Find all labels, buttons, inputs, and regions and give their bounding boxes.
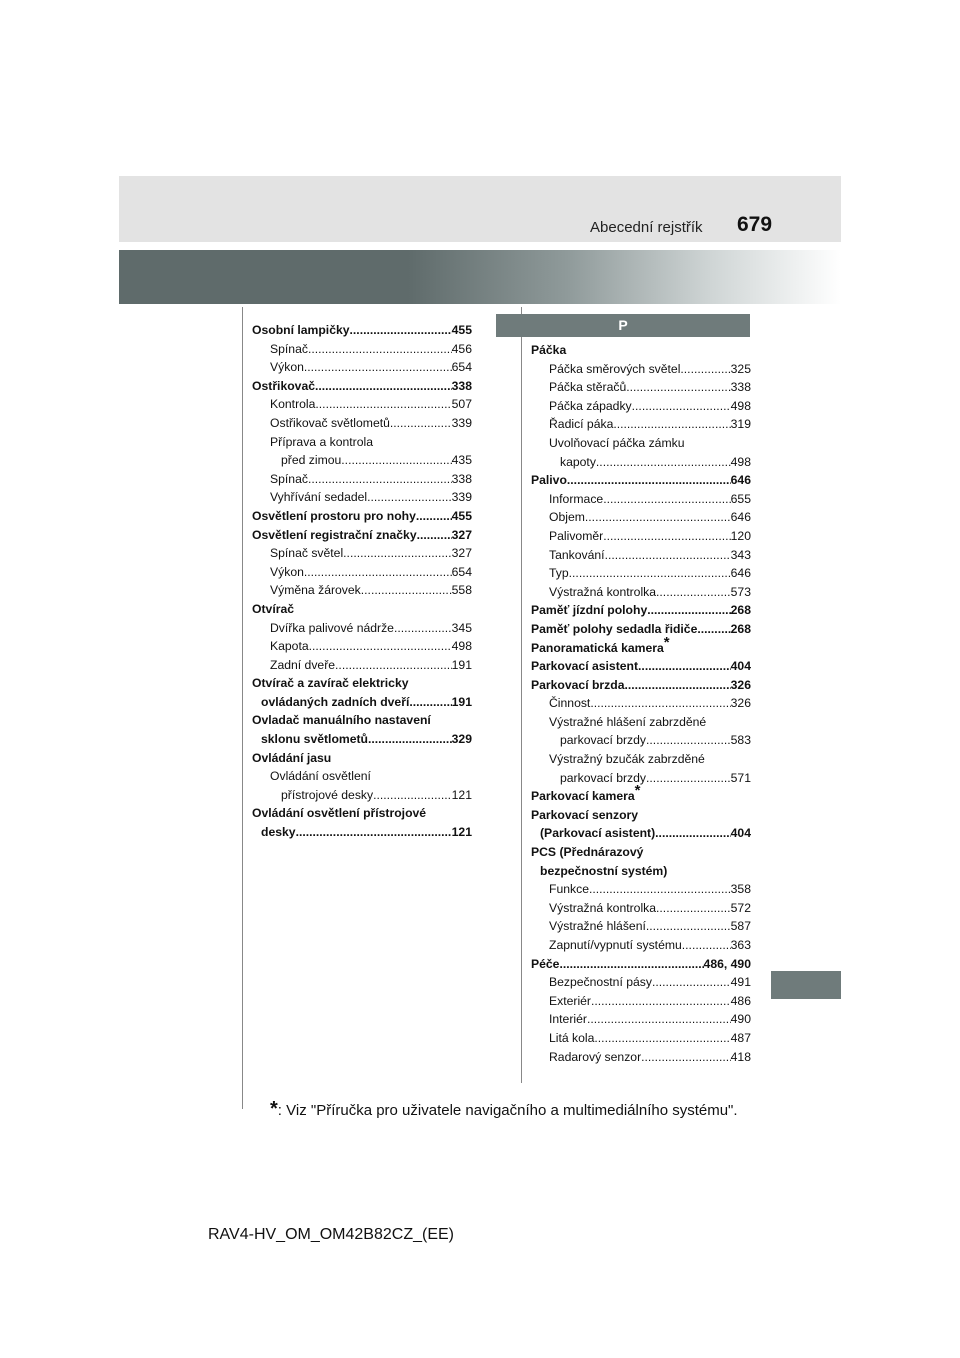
index-entry bbox=[531, 601, 751, 620]
index-entry-term: Zadní dveře bbox=[270, 657, 336, 672]
dot-leader bbox=[309, 637, 452, 656]
index-entry bbox=[252, 358, 472, 377]
index-entry bbox=[531, 992, 751, 1011]
index-entry-term: Ostřikovač světlometů bbox=[270, 415, 390, 430]
index-entry-term: Dvířka palivové nádrže bbox=[270, 620, 394, 635]
index-entry-term: Páčka bbox=[531, 343, 567, 357]
index-entry bbox=[531, 713, 751, 732]
dot-leader bbox=[647, 601, 730, 620]
index-entry bbox=[252, 451, 472, 470]
dot-leader bbox=[296, 823, 452, 842]
index-entry-page[interactable]: 486 bbox=[730, 993, 751, 1008]
index-entry bbox=[252, 693, 472, 712]
index-entry-term: Osobní lampičky bbox=[252, 323, 350, 337]
index-entry-term: Ostřikovač bbox=[252, 378, 316, 393]
page-number: 679 bbox=[737, 213, 773, 236]
dot-leader bbox=[624, 676, 730, 695]
dot-leader bbox=[343, 544, 451, 563]
dot-leader bbox=[641, 1048, 731, 1067]
index-entry-page[interactable]: 655 bbox=[730, 491, 751, 506]
column-divider-left bbox=[242, 307, 243, 1109]
index-entry bbox=[531, 806, 751, 825]
index-entry bbox=[531, 824, 751, 843]
index-entry-term: Výstražné hlášení bbox=[549, 919, 646, 934]
dot-leader bbox=[315, 377, 452, 396]
index-entry-term: Výstražný bzučák zabrzděné bbox=[549, 752, 705, 767]
index-entry-term: (Parkovací asistent) bbox=[540, 826, 656, 841]
index-entry bbox=[252, 637, 472, 656]
index-entry-term: Paměť polohy sedadla řidiče bbox=[531, 621, 698, 636]
index-entry bbox=[531, 471, 751, 490]
index-entry-term: Výkon bbox=[270, 360, 304, 375]
letter-heading: P bbox=[618, 317, 628, 333]
index-entry-term: Spínač bbox=[270, 471, 308, 486]
index-entry-term: Kapota bbox=[270, 639, 309, 654]
index-entry bbox=[252, 488, 472, 507]
index-entry-term: Otvírač bbox=[252, 601, 295, 616]
index-entry-page[interactable]: 490 bbox=[730, 1012, 751, 1027]
index-entry bbox=[531, 731, 751, 750]
index-entry-page[interactable]: 587 bbox=[730, 919, 751, 934]
dot-leader bbox=[591, 992, 731, 1011]
index-entry-page[interactable]: 456 bbox=[451, 341, 472, 356]
index-entry-page[interactable]: 319 bbox=[730, 417, 751, 432]
dot-leader bbox=[655, 824, 730, 843]
index-entry-page[interactable]: 329 bbox=[451, 732, 472, 747]
index-entry bbox=[252, 395, 472, 414]
index-entry-term: Ovládání osvětlení bbox=[270, 769, 371, 784]
index-entry bbox=[531, 620, 751, 639]
index-entry bbox=[531, 657, 751, 676]
index-entry bbox=[252, 377, 472, 396]
footnote-marker: * bbox=[270, 1098, 278, 1120]
index-entry bbox=[252, 823, 472, 842]
index-entry-term: Interiér bbox=[549, 1012, 587, 1027]
index-entry-term: Výstražná kontrolka bbox=[549, 900, 657, 915]
index-entry-page[interactable]: 654 bbox=[451, 564, 472, 579]
index-entry bbox=[531, 508, 751, 527]
index-entry bbox=[252, 563, 472, 582]
index-entry-page[interactable]: 325 bbox=[730, 361, 751, 376]
dot-leader bbox=[361, 581, 452, 600]
index-entry-term: Litá kola bbox=[549, 1030, 595, 1045]
dot-leader bbox=[682, 936, 731, 955]
footnote-reference-marker: * bbox=[634, 782, 641, 800]
dot-leader bbox=[304, 358, 452, 377]
index-entry-page[interactable]: 498 bbox=[451, 639, 472, 654]
dot-leader bbox=[390, 414, 452, 433]
index-entry-term: PCS (Přednárazový bbox=[531, 845, 644, 860]
dot-leader bbox=[585, 508, 731, 527]
index-entry-page[interactable]: 345 bbox=[451, 620, 472, 635]
index-entry bbox=[531, 564, 751, 583]
index-entry-page[interactable]: 507 bbox=[451, 397, 472, 412]
index-entry-term: parkovací brzdy bbox=[560, 770, 647, 785]
index-entry bbox=[252, 433, 472, 452]
index-entry-page[interactable]: 339 bbox=[451, 490, 472, 505]
index-entry-term: Ovládání jasu bbox=[252, 750, 332, 765]
index-entry-term: Parkovací asistent bbox=[531, 659, 639, 674]
dot-leader bbox=[594, 1029, 730, 1048]
index-entry-term: ovládaných zadních dveří bbox=[261, 694, 410, 709]
index-entry bbox=[531, 527, 751, 546]
index-entry bbox=[531, 750, 751, 769]
index-entry-page[interactable]: 418 bbox=[730, 1049, 751, 1064]
footnote-reference-marker: * bbox=[663, 633, 670, 651]
index-entry bbox=[531, 1029, 751, 1048]
index-entry-page[interactable]: 338 bbox=[730, 380, 751, 395]
index-entry-term: Informace bbox=[549, 491, 604, 506]
index-entry bbox=[531, 880, 751, 899]
dot-leader bbox=[304, 563, 452, 582]
index-entry-page[interactable]: 358 bbox=[730, 882, 751, 897]
index-entry bbox=[531, 1048, 751, 1067]
index-entry-term: Radarový senzor bbox=[549, 1049, 642, 1064]
index-entry-page[interactable]: 498 bbox=[730, 398, 751, 413]
index-entry bbox=[252, 340, 472, 359]
index-entry-page[interactable]: 455 bbox=[451, 323, 472, 337]
index-entry-term: Příprava a kontrola bbox=[270, 434, 373, 449]
index-entry-term: Palivo bbox=[531, 473, 567, 488]
index-entry-term: Výstražná kontrolka bbox=[549, 584, 657, 599]
index-entry bbox=[252, 674, 472, 693]
dot-leader bbox=[569, 564, 731, 583]
index-entry bbox=[252, 749, 472, 768]
index-entry bbox=[531, 397, 751, 416]
index-entry-term: Péče bbox=[531, 956, 560, 971]
dot-leader bbox=[697, 620, 730, 639]
dot-leader bbox=[315, 395, 451, 414]
index-entry-term: Páčka směrových světel bbox=[549, 361, 681, 376]
index-entry-term: Parkovací kamera bbox=[531, 789, 635, 804]
dot-leader bbox=[603, 527, 730, 546]
index-entry-page[interactable]: 571 bbox=[730, 770, 751, 785]
index-entry-term: Objem bbox=[549, 510, 585, 525]
index-entry-page[interactable]: 491 bbox=[730, 975, 751, 990]
index-entry-page[interactable]: 654 bbox=[451, 360, 472, 375]
index-entry-term: Páčka západky bbox=[549, 398, 632, 413]
dot-leader bbox=[350, 321, 452, 340]
index-entry-term: Uvolňovací páčka zámku bbox=[549, 435, 685, 450]
index-column-left bbox=[252, 321, 472, 842]
index-entry-page[interactable]: 268 bbox=[730, 603, 751, 618]
index-entry-page[interactable]: 404 bbox=[730, 659, 751, 674]
index-entry-term: Ovládání osvětlení přístrojové bbox=[252, 806, 427, 821]
dot-leader bbox=[368, 730, 452, 749]
index-entry bbox=[252, 544, 472, 563]
dot-leader bbox=[680, 360, 730, 379]
dot-leader bbox=[308, 470, 452, 489]
dot-leader bbox=[646, 917, 731, 936]
index-entry-term: Výstražné hlášení zabrzděné bbox=[549, 714, 707, 729]
index-entry bbox=[252, 526, 472, 545]
index-entry-term: Činnost bbox=[549, 696, 591, 711]
index-entry bbox=[531, 936, 751, 955]
dot-leader bbox=[632, 397, 731, 416]
index-entry-page[interactable]: 191 bbox=[451, 657, 472, 672]
index-entry bbox=[531, 378, 751, 397]
dot-leader bbox=[559, 955, 703, 974]
index-entry-term: bezpečnostní systém) bbox=[540, 863, 668, 878]
index-entry-page[interactable]: 646 bbox=[730, 510, 751, 525]
index-entry bbox=[252, 656, 472, 675]
index-entry-term: Výkon bbox=[270, 564, 304, 579]
dot-leader bbox=[589, 880, 731, 899]
index-entry-page[interactable]: 121 bbox=[451, 787, 472, 802]
index-entry-term: Palivoměr bbox=[549, 528, 604, 543]
index-column-right bbox=[531, 341, 751, 1066]
header-band bbox=[119, 176, 841, 242]
index-entry bbox=[531, 490, 751, 509]
index-entry-term: Spínač světel bbox=[270, 546, 344, 561]
index-entry bbox=[252, 711, 472, 730]
index-entry-term: Panoramatická kamera bbox=[531, 640, 664, 655]
dot-leader bbox=[567, 471, 731, 490]
dot-leader bbox=[373, 786, 452, 805]
index-entry bbox=[531, 633, 751, 658]
index-entry-term: Paměť jízdní polohy bbox=[531, 603, 648, 618]
index-entry-term: Vyhřívání sedadel bbox=[270, 490, 368, 505]
dot-leader bbox=[626, 378, 730, 397]
index-entry-term: Parkovací senzory bbox=[531, 807, 639, 822]
dot-leader bbox=[603, 490, 730, 509]
chapter-side-tab[interactable] bbox=[771, 971, 841, 999]
index-entry-term: Typ bbox=[549, 566, 569, 581]
index-entry-term: Zapnutí/vypnutí systému bbox=[549, 938, 682, 952]
gradient-banner bbox=[119, 250, 841, 304]
index-entry-term: Ovladač manuálního nastavení bbox=[252, 713, 431, 728]
index-entry-term: Osvětlení registrační značky bbox=[252, 527, 417, 542]
index-entry bbox=[531, 955, 751, 974]
index-entry-page[interactable]: 327 bbox=[451, 527, 472, 542]
column-divider-middle bbox=[521, 307, 522, 1083]
index-entry bbox=[252, 730, 472, 749]
dot-leader bbox=[656, 899, 731, 918]
index-entry bbox=[252, 804, 472, 823]
index-entry bbox=[252, 470, 472, 489]
index-entry-page[interactable]: 363 bbox=[730, 938, 751, 952]
dot-leader bbox=[652, 973, 731, 992]
index-entry-term: Bezpečnostní pásy bbox=[549, 975, 652, 990]
footnote-text: : Viz "Příručka pro uživatele navigačního a multimediálního systému". bbox=[277, 1102, 738, 1119]
index-entry-term: Osvětlení prostoru pro nohy bbox=[252, 508, 416, 523]
index-entry-term: Otvírač a zavírač elektricky bbox=[252, 676, 409, 691]
dot-leader bbox=[613, 415, 730, 434]
index-entry-term: před zimou bbox=[281, 453, 342, 468]
index-entry-term: desky bbox=[261, 825, 296, 840]
index-entry-term: Řadicí páka bbox=[549, 417, 614, 432]
index-entry-page[interactable]: 572 bbox=[730, 900, 751, 915]
index-entry-page[interactable]: 343 bbox=[730, 547, 751, 562]
index-entry bbox=[531, 843, 751, 862]
index-entry bbox=[252, 600, 472, 619]
index-entry-page[interactable]: 327 bbox=[451, 546, 472, 561]
index-entry-page[interactable]: 121 bbox=[451, 825, 472, 840]
index-entry-term: přístrojové desky bbox=[281, 787, 374, 802]
index-entry bbox=[252, 786, 472, 805]
index-entry bbox=[531, 694, 751, 713]
index-entry-page[interactable]: 338 bbox=[451, 378, 472, 393]
dot-leader bbox=[417, 526, 452, 545]
index-entry bbox=[252, 414, 472, 433]
index-entry-term: Exteriér bbox=[549, 993, 591, 1008]
index-entry-page[interactable]: 487 bbox=[730, 1030, 751, 1045]
index-entry bbox=[531, 434, 751, 453]
dot-leader bbox=[596, 453, 731, 472]
index-entry bbox=[531, 782, 751, 806]
index-entry-page[interactable]: 339 bbox=[451, 415, 472, 430]
index-entry bbox=[531, 899, 751, 918]
index-entry bbox=[531, 415, 751, 434]
dot-leader bbox=[308, 340, 452, 359]
index-entry-page[interactable]: 486, 490 bbox=[703, 956, 751, 971]
dot-leader bbox=[335, 656, 452, 675]
index-entry-page[interactable]: 338 bbox=[451, 471, 472, 486]
section-title: Abecední rejstřík bbox=[590, 219, 703, 236]
index-entry-term: Tankování bbox=[549, 547, 605, 562]
index-entry-page[interactable]: 326 bbox=[730, 677, 751, 692]
dot-leader bbox=[409, 693, 451, 712]
index-entry-page[interactable]: 558 bbox=[451, 583, 472, 598]
dot-leader bbox=[367, 488, 452, 507]
index-entry bbox=[531, 676, 751, 695]
index-entry-page[interactable]: 646 bbox=[730, 473, 751, 488]
index-entry bbox=[252, 619, 472, 638]
index-entry-term: kapoty bbox=[560, 454, 596, 469]
index-entry-term: sklonu světlometů bbox=[261, 732, 369, 747]
index-entry-page[interactable]: 404 bbox=[730, 826, 751, 841]
dot-leader bbox=[590, 694, 730, 713]
index-entry bbox=[531, 546, 751, 565]
dot-leader bbox=[587, 1010, 731, 1029]
index-entry-page[interactable]: 435 bbox=[451, 453, 472, 468]
dot-leader bbox=[416, 507, 452, 526]
index-entry bbox=[252, 767, 472, 786]
index-entry-page[interactable]: 268 bbox=[730, 621, 751, 636]
index-entry-page[interactable]: 573 bbox=[730, 584, 751, 599]
index-entry bbox=[252, 321, 472, 340]
index-entry bbox=[252, 507, 472, 526]
dot-leader bbox=[605, 546, 731, 565]
dot-leader bbox=[656, 583, 731, 602]
index-entry-term: Funkce bbox=[549, 882, 589, 897]
index-entry bbox=[531, 341, 751, 360]
index-entry-page[interactable]: 120 bbox=[730, 528, 751, 543]
dot-leader bbox=[638, 657, 731, 676]
index-entry-term: Páčka stěračů bbox=[549, 380, 627, 395]
dot-leader bbox=[341, 451, 451, 470]
index-entry-page[interactable]: 583 bbox=[730, 733, 751, 748]
index-entry bbox=[531, 917, 751, 936]
dot-leader bbox=[646, 731, 731, 750]
dot-leader bbox=[394, 619, 452, 638]
index-entry bbox=[531, 583, 751, 602]
dot-leader bbox=[646, 769, 731, 788]
index-entry bbox=[531, 453, 751, 472]
index-entry-page[interactable]: 191 bbox=[451, 694, 472, 709]
index-entry-page[interactable]: 498 bbox=[730, 454, 751, 469]
letter-heading-band bbox=[496, 314, 750, 337]
index-entry bbox=[531, 1010, 751, 1029]
index-entry bbox=[531, 360, 751, 379]
index-entry-term: Parkovací brzda bbox=[531, 677, 625, 692]
index-entry bbox=[252, 581, 472, 600]
model-code: RAV4-HV_OM_OM42B82CZ_(EE) bbox=[208, 1226, 454, 1243]
index-entry-page[interactable]: 646 bbox=[730, 566, 751, 581]
index-entry-term: Spínač bbox=[270, 341, 308, 356]
index-entry-term: parkovací brzdy bbox=[560, 733, 647, 748]
index-entry-page[interactable]: 455 bbox=[451, 508, 472, 523]
index-entry-term: Výměna žárovek bbox=[270, 583, 361, 598]
index-entry bbox=[531, 973, 751, 992]
index-entry bbox=[531, 862, 751, 881]
index-entry bbox=[531, 769, 751, 788]
footnote bbox=[270, 1098, 738, 1125]
index-entry-page[interactable]: 326 bbox=[730, 696, 751, 711]
index-entry-term: Kontrola bbox=[270, 397, 316, 412]
